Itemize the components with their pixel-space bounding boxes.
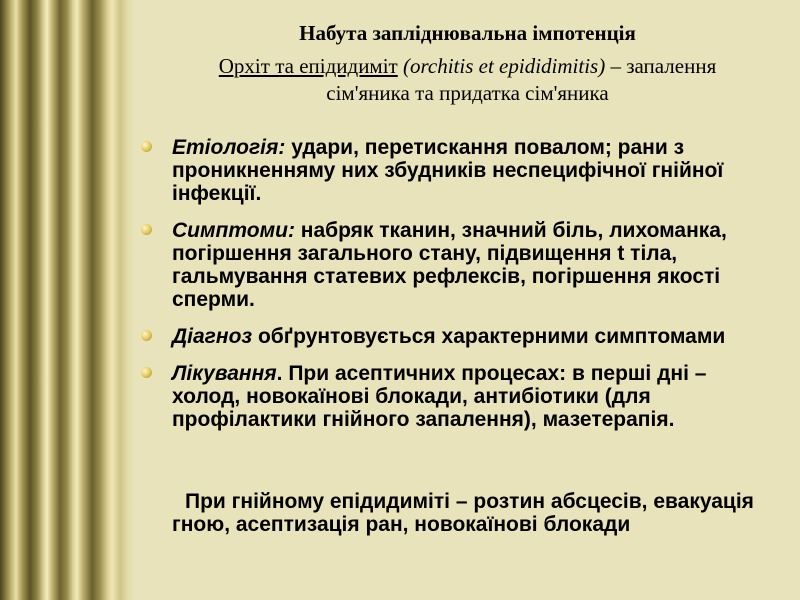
bullet-item-diagnosis (135, 325, 775, 348)
bullet-text: обґрунтовується характерними симптомами (252, 325, 726, 348)
bullet-dot-icon (141, 141, 152, 152)
bullet-text: . При асептичних процесах: в перші дні – холод, новокаїнові блокади, антибіотики (для профілактики гнійного запалення), мазетерапія. (172, 362, 707, 431)
bullet-label: Етіологія: (172, 136, 286, 159)
bullet-text: удари, перетискання повалом; рани з проникненняму них збудників неспецифічної гнійної інфекції. (172, 136, 724, 205)
decorative-stripes (0, 0, 135, 600)
subtitle-latin: (orchitis et epididimitis) (403, 54, 606, 78)
bullet-label: Діагноз (172, 325, 253, 348)
slide-subtitle (135, 53, 800, 80)
subtitle-line3: сім'яника та придатка сім'яника (326, 81, 609, 105)
bullet-dot-icon (141, 367, 152, 378)
bullet-list (135, 136, 775, 445)
bullet-dot-icon (141, 330, 152, 341)
bullet-item-treatment (135, 362, 775, 431)
bullet-label: Симптоми: (172, 219, 295, 242)
subtitle-underlined: Орхіт та епідидиміт (218, 54, 398, 78)
slide-title: Набута запліднювальна імпотенція (299, 21, 636, 45)
extra-paragraph: При гнійному епідидиміті – розтин абсцесів, евакуація гною, асептизація ран, новокаїнові блокади (172, 490, 754, 536)
subtitle-rest: – запалення (605, 54, 717, 78)
slide-title-block (135, 20, 800, 107)
bullet-label: Лікування (172, 362, 277, 385)
bullet-item-symptoms (135, 219, 775, 311)
bullet-item-etiology (135, 136, 775, 205)
bullet-dot-icon (141, 224, 152, 235)
bullet-text: набряк тканин, значний біль, лихоманка, погіршення загального стану, підвищення t тіла, гальмування статевих рефлексів, погіршення якості сперми. (172, 219, 727, 311)
slide-content (135, 0, 800, 600)
